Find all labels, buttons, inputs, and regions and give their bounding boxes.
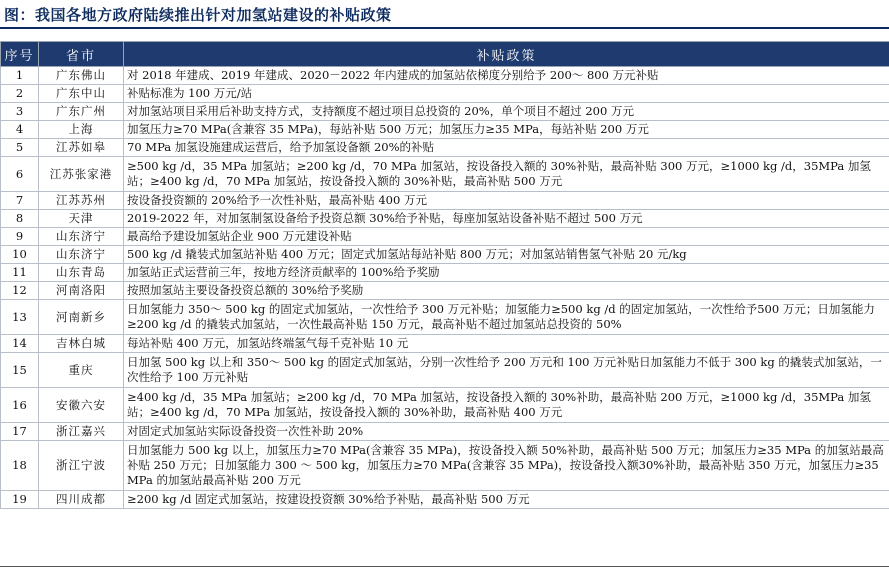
row-policy: ≥500 kg /d，35 MPa 加氢站；≥200 kg /d，70 MPa 加氢站，按设备投入额的 30%补贴，最高补贴 300 万元，≥1000 kg /d，35MPa 加氢站；≥400 kg /d，70 MPa 加氢站，按设备投入额的 30%补贴，最高补贴 500 万元 — [124, 157, 889, 192]
row-region: 山东青岛 — [39, 264, 124, 282]
row-region: 重庆 — [39, 353, 124, 388]
table-row — [1, 228, 889, 246]
table-row — [1, 246, 889, 264]
row-policy: 补贴标准为 100 万元/站 — [124, 85, 889, 103]
row-region: 吉林白城 — [39, 335, 124, 353]
row-number: 3 — [1, 103, 39, 121]
row-policy: 加氢压力≥70 MPa(含兼容 35 MPa)，每站补贴 500 万元；加氢压力≥35 MPa，每站补贴 200 万元 — [124, 121, 889, 139]
row-number: 1 — [1, 67, 39, 85]
bottom-divider — [0, 566, 889, 567]
row-policy: 最高给予建设加氢站企业 900 万元建设补贴 — [124, 228, 889, 246]
row-number: 16 — [1, 388, 39, 423]
row-number: 17 — [1, 423, 39, 441]
table-row — [1, 192, 889, 210]
title-divider — [0, 27, 889, 29]
row-number: 8 — [1, 210, 39, 228]
row-policy: 加氢站正式运营前三年，按地方经济贡献率的 100%给予奖励 — [124, 264, 889, 282]
row-number: 13 — [1, 300, 39, 335]
row-region: 山东济宁 — [39, 228, 124, 246]
row-region: 浙江嘉兴 — [39, 423, 124, 441]
row-number: 11 — [1, 264, 39, 282]
row-policy: 日加氢 500 kg 以上和 350～ 500 kg 的固定式加氢站，分别一次性给予 200 万元和 100 万元补贴日加氢能力不低于 300 kg 的撬装式加氢站，一次性给予 100 万元补贴 — [124, 353, 889, 388]
table-row — [1, 335, 889, 353]
row-policy: 70 MPa 加氢设施建成运营后，给予加氢设备额 20%的补贴 — [124, 139, 889, 157]
row-number: 5 — [1, 139, 39, 157]
header-region: 省市 — [39, 42, 124, 67]
row-region: 江苏如皋 — [39, 139, 124, 157]
table-row — [1, 85, 889, 103]
row-policy: 日加氢能力 500 kg 以上，加氢压力≥70 MPa(含兼容 35 MPa)，按设备投入额 50%补助，最高补贴 500 万元；加氢压力≥35 MPa 的加氢站最高补贴 250 万元；日加氢能力 300 ～ 500 kg，加氢压力≥70 MPa(含兼容 35 MPa)，按设备投入额30%补助，最高补贴 350 万元，加氢压力≥35 MPa 的加氢站最高补贴 200 万元 — [124, 441, 889, 491]
row-number: 4 — [1, 121, 39, 139]
table-row — [1, 353, 889, 388]
subsidy-policy-table — [0, 41, 889, 509]
row-policy: 日加氢能力 350～ 500 kg 的固定式加氢站，一次性给予 300 万元补贴；加氢能力≥500 kg /d 的固定加氢站，一次性给予500 万元；日加氢能力≥200 kg /d 的撬装式加氢站，一次性最高补贴 150 万元，最高补贴不超过加氢站总投资的 50% — [124, 300, 889, 335]
table-row — [1, 282, 889, 300]
row-number: 12 — [1, 282, 39, 300]
row-number: 10 — [1, 246, 39, 264]
row-policy: 按照加氢站主要设备投资总额的 30%给予奖励 — [124, 282, 889, 300]
table-row — [1, 67, 889, 85]
row-policy: ≥400 kg /d，35 MPa 加氢站；≥200 kg /d，70 MPa 加氢站，按设备投入额的 30%补助，最高补贴 200 万元，≥1000 kg /d，35MPa 加氢站；≥400 kg /d，70 MPa 加氢站，按设备投入额的 30%补助，最高补贴 400 万元 — [124, 388, 889, 423]
table-row — [1, 491, 889, 509]
header-policy: 补贴政策 — [124, 42, 889, 67]
figure-title: 图：我国各地方政府陆续推出针对加氢站建设的补贴政策 — [4, 6, 392, 24]
table-row — [1, 157, 889, 192]
table-row — [1, 264, 889, 282]
row-number: 2 — [1, 85, 39, 103]
row-policy: 对固定式加氢站实际设备投资一次性补助 20% — [124, 423, 889, 441]
row-region: 河南新乡 — [39, 300, 124, 335]
row-policy: 对 2018 年建成、2019 年建成、2020－2022 年内建成的加氢站依梯度分别给予 200～ 800 万元补贴 — [124, 67, 889, 85]
row-number: 19 — [1, 491, 39, 509]
table-row — [1, 423, 889, 441]
table-row — [1, 441, 889, 491]
row-region: 四川成都 — [39, 491, 124, 509]
row-number: 9 — [1, 228, 39, 246]
row-region: 广东佛山 — [39, 67, 124, 85]
row-region: 上海 — [39, 121, 124, 139]
row-region: 天津 — [39, 210, 124, 228]
row-region: 山东济宁 — [39, 246, 124, 264]
row-region: 广东中山 — [39, 85, 124, 103]
table-row — [1, 139, 889, 157]
row-region: 江苏张家港 — [39, 157, 124, 192]
row-region: 广东广州 — [39, 103, 124, 121]
table-row — [1, 210, 889, 228]
row-policy: 500 kg /d 撬装式加氢站补贴 400 万元；固定式加氢站每站补贴 800 万元；对加氢站销售氢气补贴 20 元/kg — [124, 246, 889, 264]
row-region: 河南洛阳 — [39, 282, 124, 300]
row-policy: ≥200 kg /d 固定式加氢站，按建设投资额 30%给予补贴，最高补贴 500 万元 — [124, 491, 889, 509]
header-row — [1, 42, 889, 67]
table-row — [1, 300, 889, 335]
row-region: 浙江宁波 — [39, 441, 124, 491]
row-policy: 2019-2022 年，对加氢制氢设备给予投资总额 30%给予补贴，每座加氢站设备补贴不超过 500 万元 — [124, 210, 889, 228]
row-number: 15 — [1, 353, 39, 388]
row-policy: 每站补贴 400 万元，加氢站终端氢气每千克补贴 10 元 — [124, 335, 889, 353]
table-row — [1, 103, 889, 121]
row-number: 6 — [1, 157, 39, 192]
row-region: 江苏苏州 — [39, 192, 124, 210]
table-row — [1, 121, 889, 139]
row-number: 18 — [1, 441, 39, 491]
header-no: 序号 — [1, 42, 39, 67]
row-number: 14 — [1, 335, 39, 353]
table-row — [1, 388, 889, 423]
row-region: 安徽六安 — [39, 388, 124, 423]
row-policy: 对加氢站项目采用后补助支持方式，支持额度不超过项目总投资的 20%，单个项目不超过 200 万元 — [124, 103, 889, 121]
row-number: 7 — [1, 192, 39, 210]
row-policy: 按设备投资额的 20%给予一次性补贴，最高补贴 400 万元 — [124, 192, 889, 210]
